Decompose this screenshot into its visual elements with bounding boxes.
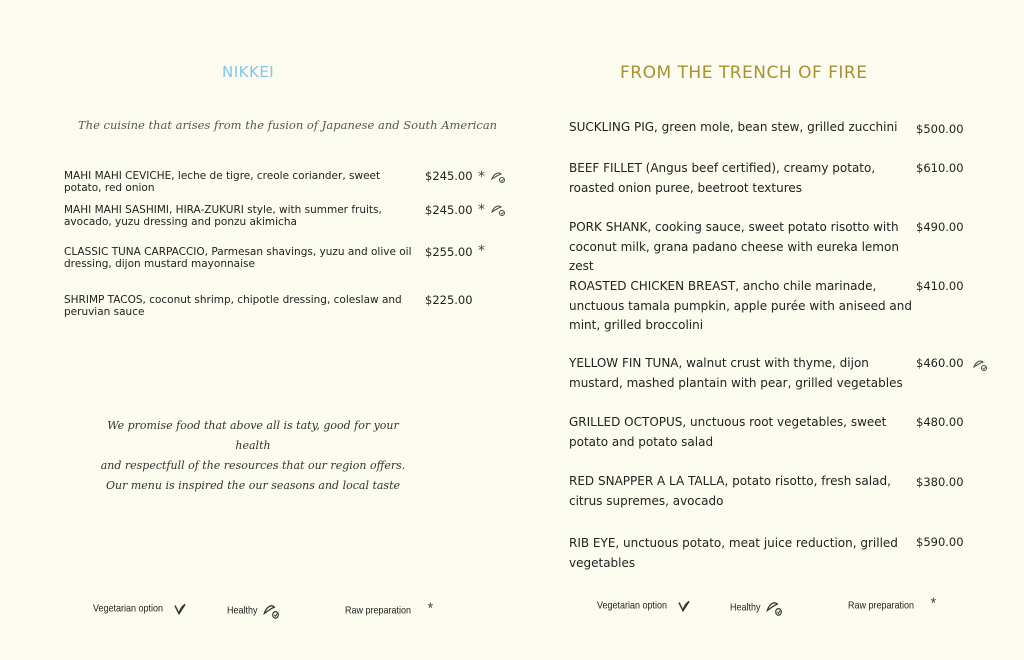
menu-item-price: $245.00 [425,169,473,183]
menu-item-text: ROASTED CHICKEN BREAST, ancho chile marinade, unctuous tamala pumpkin, apple purée with aniseed and mint, grilled broccolini [569,279,912,332]
healthy-icon [490,170,506,184]
raw-icon: * [478,202,485,218]
menu-item-price: $380.00 [916,475,964,489]
menu-item-text: BEEF FILLET (Angus beef certified), creamy potato, roasted onion puree, beetroot textures [569,161,876,195]
menu-item-text: MAHI MAHI CEVICHE, leche de tigre, creole coriander, sweet potato, red onion [64,170,381,194]
menu-item-text: MAHI MAHI SASHIMI, HIRA-ZUKURI style, with summer fruits, avocado, yuzu dressing and ponzu akimicha [64,204,382,228]
menu-item-price: $245.00 [425,203,473,217]
dish-markers [478,166,506,185]
healthy-icon [490,203,506,217]
menu-item-price: $490.00 [916,220,964,234]
menu-item-text: PORK SHANK, cooking sauce, sweet potato risotto with coconut milk, grana padano cheese with eureka lemon zest [569,220,899,273]
menu-item-price: $610.00 [916,161,964,175]
dish-markers [972,354,988,373]
raw-icon: * [478,243,485,259]
menu-item-text: GRILLED OCTOPUS, unctuous root vegetables, sweet potato and potato salad [569,415,887,449]
menu-item-price: $590.00 [916,535,964,549]
legend-raw-label: Raw preparation [345,604,412,617]
legend-healthy [227,602,280,620]
promise-line: Our menu is inspired the our seasons and local taste [105,479,401,492]
legend-healthy-label: Healthy [730,601,761,614]
fire-title: FROM THE TRENCH OF FIRE [620,63,868,83]
nikkei-title: NIKKEI [222,63,275,81]
menu-item-text: SHRIMP TACOS, coconut shrimp, chipotle dressing, coleslaw and peruvian sauce [64,294,402,318]
menu-item-price: $410.00 [916,279,964,293]
legend-vegetarian [93,602,188,616]
vegetarian-icon [172,602,188,616]
legend-vegetarian-label: Vegetarian option [597,599,668,612]
legend-raw [848,594,936,612]
menu-item-text: CLASSIC TUNA CARPACCIO, Parmesan shavings, yuzu and olive oil dressing, dijon mustard mayonnaise [64,246,412,270]
legend-vegetarian-label: Vegetarian option [93,602,164,615]
legend-healthy-label: Healthy [227,604,258,617]
legend-vegetarian [597,599,692,613]
legend-healthy [730,599,783,617]
legend-raw-label: Raw preparation [848,599,915,612]
raw-icon: * [478,169,485,185]
nikkei-subtitle: The cuisine that arises from the fusion of Japanese and South American [78,118,498,132]
raw-icon: * [427,598,434,618]
menu-item-price: $460.00 [916,356,964,370]
menu-item-text: RED SNAPPER A LA TALLA, potato risotto, fresh salad, citrus supremes, avocado [569,474,891,508]
menu-item-price: $480.00 [916,415,964,429]
menu-item-text: YELLOW FIN TUNA, walnut crust with thyme, dijon mustard, mashed plantain with pear, grilled vegetables [569,356,903,390]
dish-markers [478,199,506,218]
promise-line: We promise food that above all is taty, good for your health [107,419,399,452]
menu-item-price: $500.00 [916,122,964,136]
menu-item-price: $225.00 [425,293,473,307]
healthy-icon [262,602,280,620]
dish-markers [478,240,485,259]
menu-item-price: $255.00 [425,245,473,259]
vegetarian-icon [676,599,692,613]
healthy-icon [765,599,783,617]
raw-icon: * [930,593,937,613]
healthy-icon [972,358,988,372]
menu-item-text: SUCKLING PIG, green mole, bean stew, grilled zucchini [569,120,898,134]
promise-line: and respectfull of the resources that our region offers. [100,459,406,472]
menu-item-text: RIB EYE, unctuous potato, meat juice reduction, grilled vegetables [569,536,898,570]
legend-raw [345,599,433,617]
promise-statement [100,416,406,496]
